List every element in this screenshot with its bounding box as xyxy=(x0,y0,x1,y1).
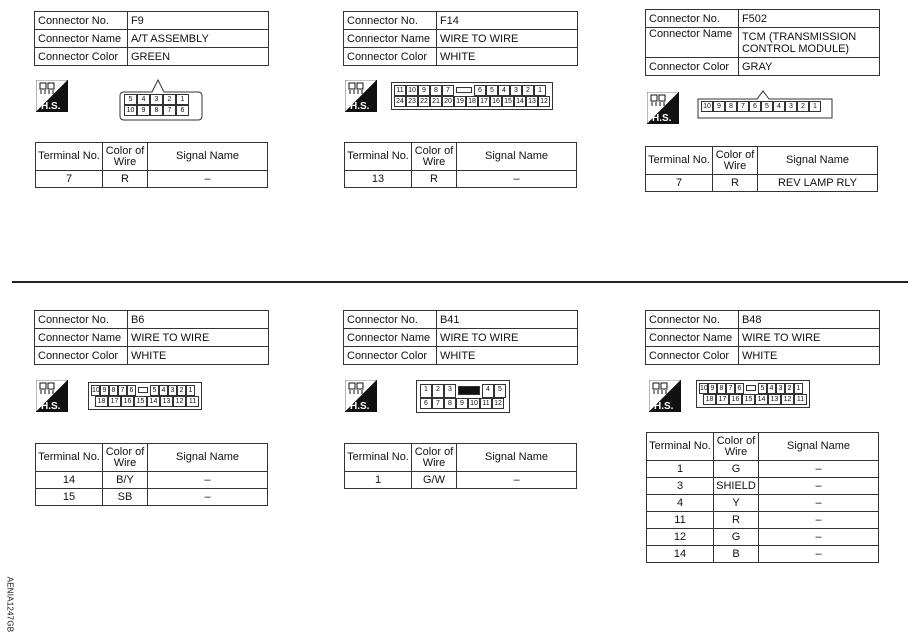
table-row xyxy=(646,175,878,192)
pin-cell: 5 xyxy=(124,94,137,105)
connector-no-label: Connector No. xyxy=(35,311,128,329)
terminal-table-b6 xyxy=(35,443,268,506)
connector-color-label: Connector Color xyxy=(35,48,128,66)
pin-cell: 9 xyxy=(708,383,717,394)
svg-text:H.S.: H.S. xyxy=(652,113,672,124)
hs-icon xyxy=(649,380,681,412)
pin-cell: 11 xyxy=(186,396,199,407)
pin-cell: 11 xyxy=(794,394,807,405)
connector-color-label: Connector Color xyxy=(646,347,739,365)
terminal-cell: 14 xyxy=(647,546,714,563)
connector-color-value: WHITE xyxy=(436,347,577,365)
pin-cell: 8 xyxy=(717,383,726,394)
connector-color-value: WHITE xyxy=(127,347,268,365)
pin-cell: 12 xyxy=(781,394,794,405)
connector-color-label: Connector Color xyxy=(646,58,739,76)
pin-cell: 6 xyxy=(127,385,136,396)
wire-cell: R xyxy=(412,171,457,188)
pin-cell: 15 xyxy=(502,96,514,107)
connector-no-label: Connector No. xyxy=(646,10,739,28)
pin-cell: 1 xyxy=(534,85,546,96)
pin-cell: 4 xyxy=(159,385,168,396)
pin-cell: 13 xyxy=(768,394,781,405)
pin-cell: 4 xyxy=(767,383,776,394)
pin-cell: 21 xyxy=(430,96,442,107)
connector-no-label: Connector No. xyxy=(344,311,437,329)
terminal-table-f14 xyxy=(344,142,577,188)
table-row xyxy=(647,461,879,478)
pin-cell: 1 xyxy=(176,94,189,105)
pin-cell: 4 xyxy=(498,85,510,96)
pin-cell: 16 xyxy=(490,96,502,107)
table-row xyxy=(36,472,268,489)
pin-cell: 9 xyxy=(137,105,150,116)
pin-cell: 5 xyxy=(486,85,498,96)
connector-name-label: Connector Name xyxy=(344,30,437,48)
connector-info-table xyxy=(343,310,578,365)
terminal-no-header: Terminal No. xyxy=(36,143,103,171)
connector-name-label: Connector Name xyxy=(344,329,437,347)
pin-cell: 9 xyxy=(100,385,109,396)
terminal-cell: 13 xyxy=(345,171,412,188)
connector-info-table xyxy=(34,310,269,365)
hs-icon xyxy=(345,80,377,112)
connector-no-label: Connector No. xyxy=(35,12,128,30)
pin-cell: 3 xyxy=(510,85,522,96)
pin-cell: 15 xyxy=(742,394,755,405)
pin-cell: 9 xyxy=(456,398,468,409)
svg-text:H.S.: H.S. xyxy=(350,101,370,112)
pin-cell: 17 xyxy=(108,396,121,407)
pin-cell: 14 xyxy=(514,96,526,107)
pin-cell: 13 xyxy=(526,96,538,107)
connector-f14-pins xyxy=(391,82,553,110)
pin-cell: 17 xyxy=(716,394,729,405)
pin-cell: 10 xyxy=(406,85,418,96)
wire-cell: R xyxy=(713,175,758,192)
pin-cell: 14 xyxy=(147,396,160,407)
signal-cell: – xyxy=(148,171,268,188)
pin-cell: 10 xyxy=(468,398,480,409)
pin-cell: 16 xyxy=(121,396,134,407)
table-row xyxy=(647,546,879,563)
connector-name-label: Connector Name xyxy=(646,329,739,347)
connector-color-label: Connector Color xyxy=(35,347,128,365)
pin-cell: 3 xyxy=(444,384,456,398)
pin-cell: 4 xyxy=(773,101,785,112)
connector-no-value: B6 xyxy=(127,311,268,329)
connector-no-value: F14 xyxy=(436,12,577,30)
table-row xyxy=(647,495,879,512)
pin-cell: 20 xyxy=(442,96,454,107)
pin-cell: 8 xyxy=(444,398,456,409)
signal-cell: – xyxy=(759,512,879,529)
pin-cell: 24 xyxy=(394,96,406,107)
figure-code: AENIA1247GB xyxy=(5,576,15,633)
terminal-table-b48 xyxy=(646,432,879,563)
pin-cell: 3 xyxy=(150,94,163,105)
pin-cell: 8 xyxy=(150,105,163,116)
table-row xyxy=(36,489,268,506)
pin-cell: 6 xyxy=(749,101,761,112)
pin-cell: 11 xyxy=(480,398,492,409)
terminal-table-b41 xyxy=(344,443,577,489)
pin-cell: 18 xyxy=(95,396,108,407)
pin-cell: 2 xyxy=(177,385,186,396)
connector-no-value: B48 xyxy=(738,311,879,329)
pin-cell: 4 xyxy=(482,384,494,398)
terminal-cell: 14 xyxy=(36,472,103,489)
pin-cell: 9 xyxy=(418,85,430,96)
terminal-no-header: Terminal No. xyxy=(36,444,103,472)
connector-b48-pins xyxy=(696,380,810,408)
pin-cell: 10 xyxy=(700,385,708,392)
connector-color-value: WHITE xyxy=(436,48,577,66)
pin-cell: 2 xyxy=(163,94,176,105)
signal-cell: – xyxy=(759,529,879,546)
pin-cell: 3 xyxy=(168,385,177,396)
wire-cell: R xyxy=(714,512,759,529)
pin-cell: 8 xyxy=(430,85,442,96)
pin-cell: 12 xyxy=(538,96,550,107)
wire-cell: G/W xyxy=(412,472,457,489)
svg-text:H.S.: H.S. xyxy=(41,401,61,412)
connector-f502-pins xyxy=(701,101,821,112)
pin-cell: 5 xyxy=(494,384,506,398)
pin-cell: 22 xyxy=(418,96,430,107)
table-row xyxy=(647,529,879,546)
connector-info-table xyxy=(645,9,880,76)
signal-cell: – xyxy=(148,472,268,489)
pin-cell: 17 xyxy=(478,96,490,107)
terminal-cell: 11 xyxy=(647,512,714,529)
pin-cell: 2 xyxy=(785,383,794,394)
hs-icon xyxy=(345,380,377,412)
pin-cell: 4 xyxy=(137,94,150,105)
connector-info-table xyxy=(34,11,269,66)
terminal-table-f502 xyxy=(645,146,878,192)
signal-cell: – xyxy=(148,489,268,506)
wire-cell: R xyxy=(103,171,148,188)
svg-text:H.S.: H.S. xyxy=(350,401,370,412)
connector-name-value: WIRE TO WIRE xyxy=(436,30,577,48)
terminal-cell: 1 xyxy=(345,472,412,489)
connector-no-value: B41 xyxy=(436,311,577,329)
svg-text:H.S.: H.S. xyxy=(41,101,61,112)
section-divider xyxy=(12,281,908,283)
table-row xyxy=(345,472,577,489)
terminal-cell: 7 xyxy=(36,171,103,188)
pin-cell: 11 xyxy=(394,85,406,96)
connector-panel-f9 xyxy=(34,11,269,66)
connector-panel-b48 xyxy=(645,310,880,365)
connector-f9-pins xyxy=(124,94,189,116)
connector-color-label: Connector Color xyxy=(344,347,437,365)
terminal-table-f9 xyxy=(35,142,268,188)
pin-cell: 5 xyxy=(150,385,159,396)
connector-color-value: WHITE xyxy=(738,347,879,365)
wire-cell: B xyxy=(714,546,759,563)
wire-cell: Y xyxy=(714,495,759,512)
terminal-no-header: Terminal No. xyxy=(647,433,714,461)
wire-color-header: Color of Wire xyxy=(103,143,148,171)
pin-cell: 10 xyxy=(701,101,713,112)
latch xyxy=(454,85,474,96)
wire-cell: SHIELD xyxy=(714,478,759,495)
pin-cell: 23 xyxy=(406,96,418,107)
connector-color-value: GREEN xyxy=(127,48,268,66)
latch xyxy=(456,384,482,398)
latch xyxy=(136,385,150,396)
pin-cell: 3 xyxy=(776,383,785,394)
connector-no-label: Connector No. xyxy=(646,311,739,329)
wire-color-header: Color of Wire xyxy=(714,433,759,461)
connector-panel-f14 xyxy=(343,11,578,66)
table-row xyxy=(647,478,879,495)
pin-cell: 5 xyxy=(758,383,767,394)
connector-b6-pins xyxy=(88,382,202,410)
pin-cell: 16 xyxy=(729,394,742,405)
signal-cell: – xyxy=(759,461,879,478)
wire-cell: G xyxy=(714,529,759,546)
pin-cell: 15 xyxy=(134,396,147,407)
signal-name-header: Signal Name xyxy=(148,444,268,472)
signal-cell: REV LAMP RLY xyxy=(758,175,878,192)
pin-cell: 7 xyxy=(442,85,454,96)
signal-cell: – xyxy=(759,546,879,563)
connector-name-label: Connector Name xyxy=(35,329,128,347)
connector-no-label: Connector No. xyxy=(344,12,437,30)
terminal-cell: 15 xyxy=(36,489,103,506)
pin-cell: 7 xyxy=(726,383,735,394)
connector-no-value: F502 xyxy=(738,10,879,28)
terminal-no-header: Terminal No. xyxy=(646,147,713,175)
pin-cell: 12 xyxy=(492,398,504,409)
connector-name-label: Connector Name xyxy=(646,28,739,58)
pin-cell: 19 xyxy=(454,96,466,107)
connector-name-value: WIRE TO WIRE xyxy=(436,329,577,347)
terminal-no-header: Terminal No. xyxy=(345,143,412,171)
terminal-cell: 1 xyxy=(647,461,714,478)
pin-cell: 6 xyxy=(474,85,486,96)
hs-icon xyxy=(36,80,68,112)
svg-text:H.S.: H.S. xyxy=(654,401,674,412)
connector-name-value: WIRE TO WIRE xyxy=(127,329,268,347)
signal-cell: – xyxy=(759,478,879,495)
terminal-cell: 12 xyxy=(647,529,714,546)
pin-cell: 2 xyxy=(797,101,809,112)
signal-cell: – xyxy=(759,495,879,512)
table-row xyxy=(647,512,879,529)
pin-cell: 2 xyxy=(432,384,444,398)
wire-color-header: Color of Wire xyxy=(412,143,457,171)
latch xyxy=(744,383,758,394)
pin-cell: 13 xyxy=(160,396,173,407)
terminal-cell: 4 xyxy=(647,495,714,512)
signal-name-header: Signal Name xyxy=(759,433,879,461)
connector-name-value: TCM (TRANSMISSION CONTROL MODULE) xyxy=(738,28,879,58)
pin-cell: 5 xyxy=(761,101,773,112)
pin-cell: 1 xyxy=(420,384,432,398)
signal-name-header: Signal Name xyxy=(457,444,577,472)
pin-cell: 8 xyxy=(725,101,737,112)
pin-cell: 6 xyxy=(735,383,744,394)
pin-cell: 7 xyxy=(737,101,749,112)
pin-cell: 1 xyxy=(794,383,803,394)
pin-cell: 10 xyxy=(92,387,100,394)
pin-cell: 7 xyxy=(163,105,176,116)
connector-b41-pins xyxy=(416,380,510,413)
wire-color-header: Color of Wire xyxy=(103,444,148,472)
pin-cell: 6 xyxy=(420,398,432,409)
pin-cell: 3 xyxy=(785,101,797,112)
terminal-cell: 7 xyxy=(646,175,713,192)
connector-info-table xyxy=(343,11,578,66)
pin-cell: 18 xyxy=(466,96,478,107)
connector-color-label: Connector Color xyxy=(344,48,437,66)
connector-info-table xyxy=(645,310,880,365)
pin-cell: 7 xyxy=(432,398,444,409)
connector-name-value: A/T ASSEMBLY xyxy=(127,30,268,48)
connector-color-value: GRAY xyxy=(738,58,879,76)
hs-icon xyxy=(647,92,679,124)
table-row xyxy=(345,171,577,188)
pin-cell: 18 xyxy=(703,394,716,405)
pin-cell: 14 xyxy=(755,394,768,405)
wire-cell: G xyxy=(714,461,759,478)
pin-cell: 6 xyxy=(176,105,189,116)
connector-no-value: F9 xyxy=(127,12,268,30)
connector-panel-f502 xyxy=(645,9,880,76)
pin-cell: 9 xyxy=(713,101,725,112)
table-row xyxy=(36,171,268,188)
signal-name-header: Signal Name xyxy=(758,147,878,175)
connector-name-label: Connector Name xyxy=(35,30,128,48)
pin-cell: 12 xyxy=(173,396,186,407)
wire-cell: B/Y xyxy=(103,472,148,489)
pin-cell: 2 xyxy=(522,85,534,96)
wire-cell: SB xyxy=(103,489,148,506)
signal-name-header: Signal Name xyxy=(148,143,268,171)
signal-name-header: Signal Name xyxy=(457,143,577,171)
pin-cell: 8 xyxy=(109,385,118,396)
pin-cell: 7 xyxy=(118,385,127,396)
connector-name-value: WIRE TO WIRE xyxy=(738,329,879,347)
pin-cell: 10 xyxy=(124,105,137,116)
pin-cell: 1 xyxy=(186,385,195,396)
wire-color-header: Color of Wire xyxy=(412,444,457,472)
signal-cell: – xyxy=(457,472,577,489)
signal-cell: – xyxy=(457,171,577,188)
terminal-cell: 3 xyxy=(647,478,714,495)
connector-panel-b6 xyxy=(34,310,269,365)
connector-panel-b41 xyxy=(343,310,578,365)
pin-cell: 1 xyxy=(809,101,821,112)
wire-color-header: Color of Wire xyxy=(713,147,758,175)
hs-icon xyxy=(36,380,68,412)
terminal-no-header: Terminal No. xyxy=(345,444,412,472)
